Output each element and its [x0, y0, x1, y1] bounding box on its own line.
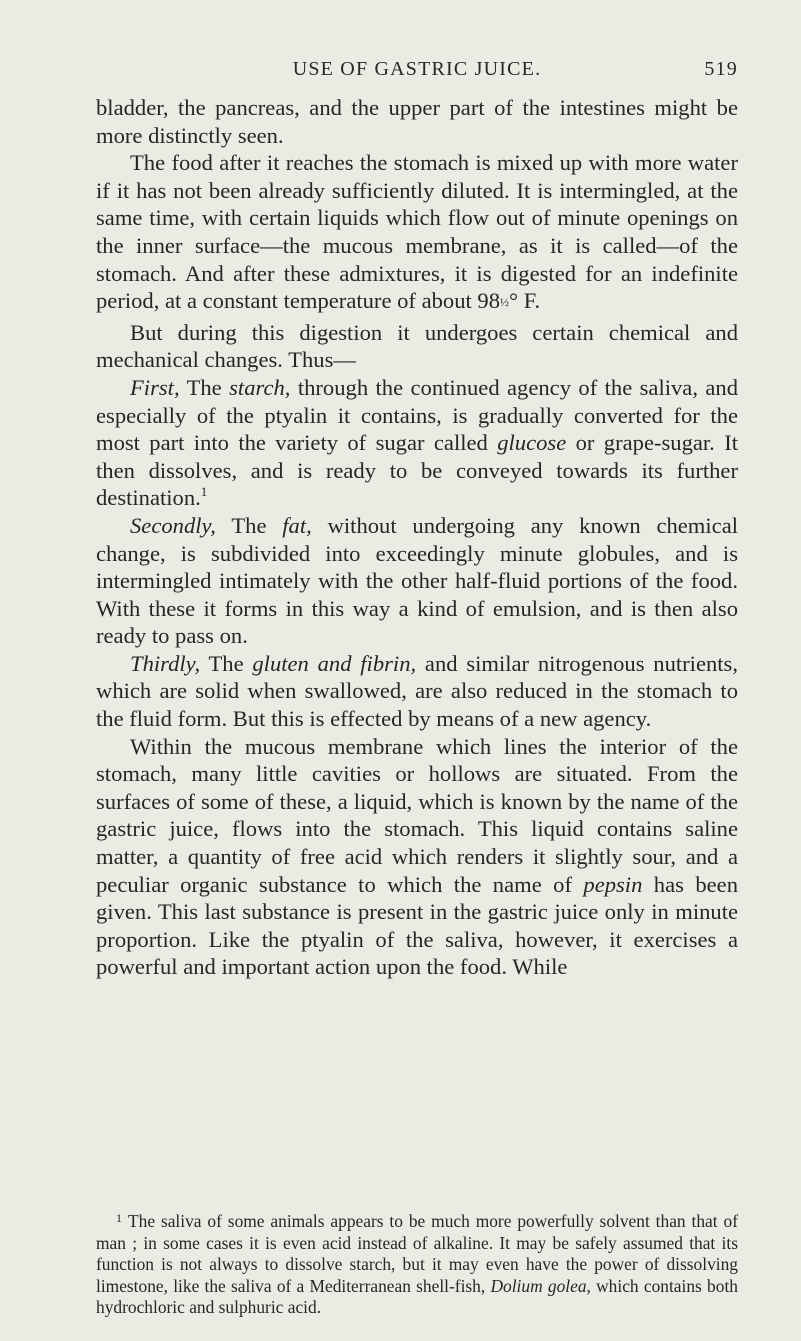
- footnote-mark: 1: [116, 1211, 122, 1225]
- paragraph-2: The food after it reaches the stomach is mixed up with more water if it has not been already sufficiently diluted. It is intermingled, at the same time, with certain liquids which flow out of minute openings on the inner surface—the mucous membrane, as it is called—of the stomach. And after these admixtures, it is digested for an indefinite period, at a constant temperature of about 98½° F.: [96, 150, 738, 314]
- running-title: USE OF GASTRIC JUICE.: [292, 58, 542, 80]
- paragraph-thirdly: Thirdly, The gluten and fibrin, and similar nitrogenous nutrients, which are solid when swallowed, are also reduced in the stomach to the fluid form. But this is effected by means of a new agency.: [96, 650, 739, 732]
- paragraph-first: First, The starch, through the continued agency of the saliva, and especially of the ptyalin it contains, is gradually converted for the most part into the variety of sugar called glucose or grape-sugar. It then dissolves, and is ready to be conveyed towards its further destination.$^1$: [96, 374, 738, 511]
- paragraph-1: bladder, the pancreas, and the upper part of the intestines might be more distinctly seen.: [96, 95, 738, 148]
- footnote-1: $^1$ The saliva of some animals appears to be much more powerfully solvent than that of man ; in some cases it is even acid instead of alkaline. It may be safely assumed that its function is not always to dissolve starch, but it may even have the power of dissolving limestone, like the saliva of a Mediterranean shell-fish, Dolium golea, which contains both hydrochloric and sulphuric acid.: [96, 1211, 738, 1317]
- fraction-half: ½: [500, 295, 510, 310]
- paragraph-3: But during this digestion it undergoes certain chemical and mechanical changes. Thus—: [96, 319, 738, 373]
- footnotes: [96, 1211, 738, 1319]
- footnote-reference: 1: [200, 484, 208, 500]
- page-header: [96, 58, 738, 86]
- paragraph-gastric-juice: Within the mucous membrane which lines the interior of the stomach, many little cavities or hollows are situated. From the surfaces of some of these, a liquid, which is known by the name of the gastric juice, flows into the stomach. This liquid contains saline matter, a quantity of free acid which renders it slightly sour, and a peculiar organic substance to which the name of pepsin has been given. This last substance is present in the gastric juice only in minute proportion. Like the ptyalin of the saliva, however, it exercises a powerful and important action upon the food. While: [96, 733, 738, 980]
- body-text: [96, 94, 738, 981]
- paragraph-secondly: Secondly, The fat, without undergoing any known chemical change, is subdivided into exceedingly minute globules, and is intermingled intimately with the other half-fluid portions of the food. With these it forms in this way a kind of emulsion, and is then also ready to pass on.: [96, 512, 738, 649]
- page-number: 519: [704, 58, 738, 80]
